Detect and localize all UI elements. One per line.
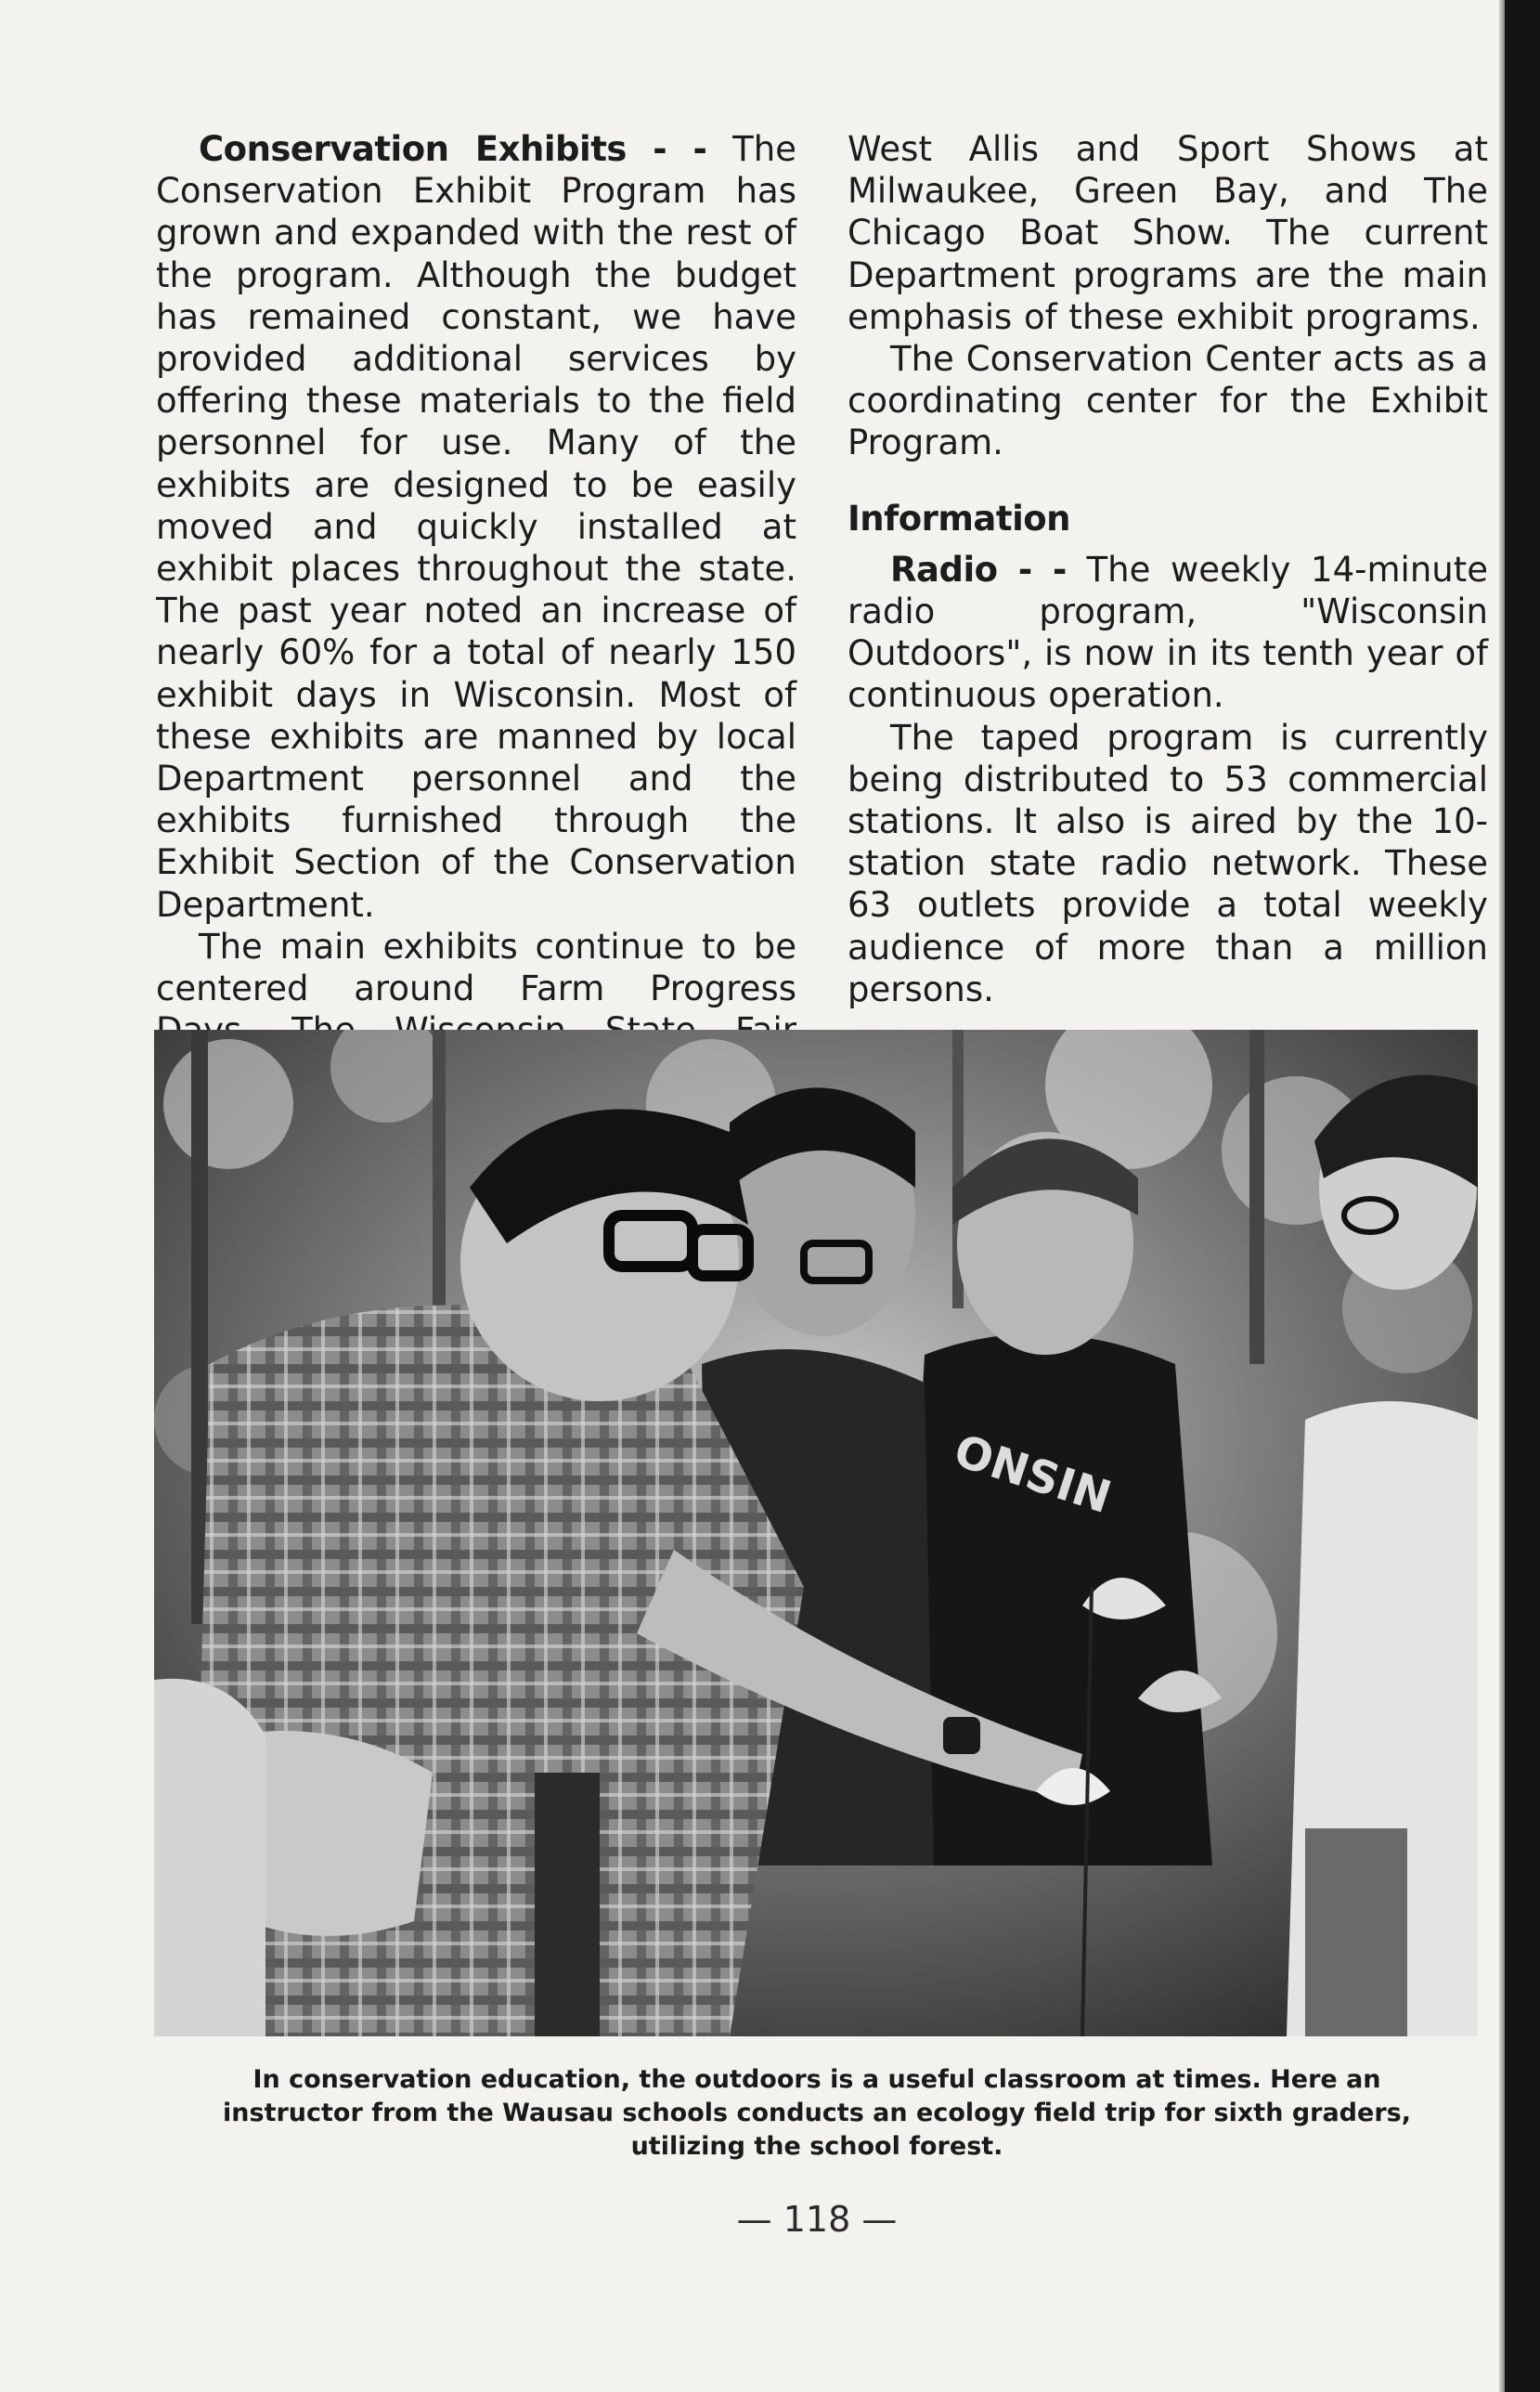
exhibits-text: The Conservation Exhibit Program has grown and expanded with the rest of the program. Although the budget has remained constant, we have provided additional services by offering these materials to the field personnel for use. Many of the exhibits are designed to be easily moved and quickly installed at exhibit places throughout the state. The past year noted an increase of nearly 60% for a total of nearly 150 exhibit days in Wisconsin. Most of these exhibits are manned by local Department personnel and the exhibits furnished through the Exhibit Section of the Conservation Department. [156, 129, 796, 925]
taped-program-paragraph: The taped program is currently being distributed to 53 commercial stations. It also is aired by the 10-station state radio network. These 63 outlets provide a total weekly audience of more than a million persons. [848, 717, 1488, 1009]
conservation-center-paragraph: The Conservation Center acts as a coordinating center for the Exhibit Program. [848, 339, 1488, 463]
radio-heading: Radio - - [890, 549, 1067, 590]
left-column [156, 128, 796, 1094]
wristwatch [943, 1717, 980, 1754]
main-exhibits-paragraph: The main exhibits continue to be centered around Farm Progress [156, 926, 796, 1009]
exhibits-paragraph [156, 128, 796, 926]
page-number: — 118 — [736, 2199, 898, 2240]
continuation-paragraph: West Allis and Sport Shows at Milwaukee, Green Bay, and The Chicago Boat Show. The current Department programs are the main emphasis of these exhibit programs. [848, 129, 1488, 337]
field-trip-photo [154, 1030, 1478, 2036]
exhibits-heading: Conservation Exhibits - - [199, 129, 707, 169]
information-heading: Information [848, 498, 1071, 539]
photo-caption: In conservation education, the outdoors is a useful classroom at times. Here an instructor from the Wausau schools conducts an ecology field trip for sixth graders, utilizing the school forest. [223, 2065, 1411, 2161]
radio-text: The weekly 14-minute radio program, "Wisconsin Outdoors", is now in its tenth year of continuous operation. [848, 549, 1488, 716]
tree-trunk [1249, 1030, 1264, 1364]
photo-illustration [154, 1030, 1478, 2036]
child-arm-left [154, 1679, 265, 2036]
right-column [848, 128, 1488, 1010]
binding-edge [1505, 0, 1540, 2392]
radio-paragraph [848, 549, 1488, 717]
shirt-lettering: ONSIN [948, 1424, 1118, 1525]
